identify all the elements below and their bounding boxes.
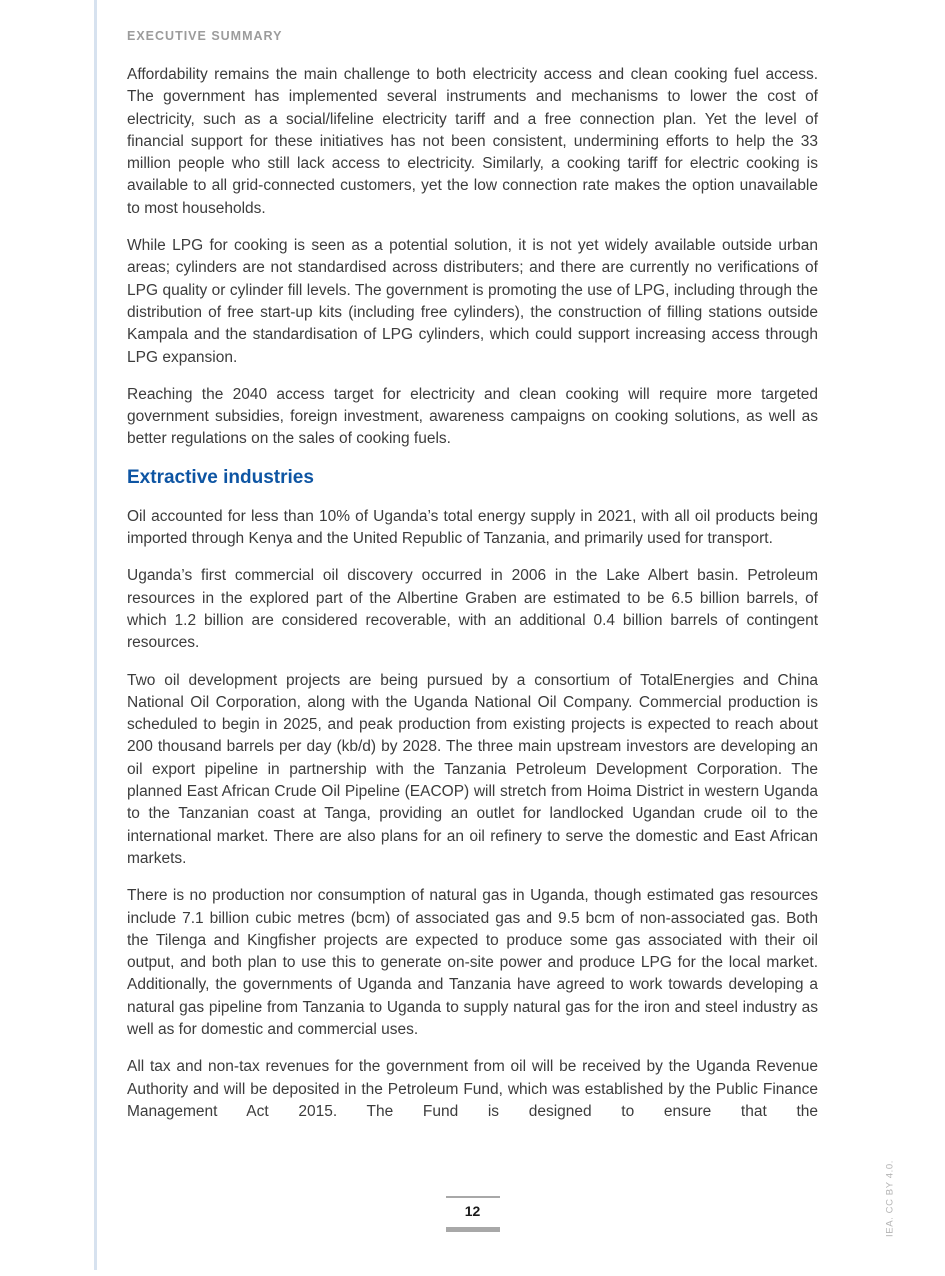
page-number-block [0,1196,945,1232]
page-number-rule-top [446,1196,500,1198]
page-number: 12 [464,1203,481,1219]
paragraph: Affordability remains the main challenge to both electricity access and clean cooking fuel access. The government has implemented several instruments and mechanisms to lower the cost of electricity, such as a social/lifeline electricity tariff and a free connection plan. Yet the level of financial support for these initiatives has not been consistent, undermining efforts to help the 33 million people who still lack access to electricity. Similarly, a cooking tariff for electric cooking is available to all grid-connected customers, yet the low connection rate makes the option unavailable to most households. [127,66,818,217]
paragraph: There is no production nor consumption of natural gas in Uganda, though estimated gas resources include 7.1 billion cubic metres (bcm) of associated gas and 9.5 bcm of non-associated gas. Both the Tilenga and Kingfisher projects are expected to produce some gas associated with their oil output, and both plan to use this to generate on-site power and produce LPG for the local market. Additionally, the governments of Uganda and Tanzania have agreed to work towards developing a natural gas pipeline from Tanzania to Uganda to supply natural gas for the iron and steel industry as well as for domestic and commercial uses. [127,887,818,1038]
page-edge-rule [94,0,97,1270]
text-column [127,29,818,1123]
running-header: EXECUTIVE SUMMARY [127,29,283,43]
paragraph: Reaching the 2040 access target for electricity and clean cooking will require more targeted government subsidies, foreign investment, awareness campaigns on cooking solutions, as well as better regulations on the sales of cooking fuels. [127,385,818,448]
paragraph: Uganda’s first commercial oil discovery occurred in 2006 in the Lake Albert basin. Petroleum resources in the explored part of the Albertine Graben are estimated to be 6.5 billion barrels, of which 1.2 billion are considered recoverable, with an additional 0.4 billion barrels of contingent resources. [127,567,818,652]
page-number-rule-bottom [446,1227,500,1232]
license-note: IEA. CC BY 4.0. [884,1160,896,1237]
section-heading: Extractive industries [127,466,314,488]
paragraph: While LPG for cooking is seen as a potential solution, it is not yet widely available outside urban areas; cylinders are not standardised across distributers; and there are currently no verifications of LPG quality or cylinder fill levels. The government is promoting the use of LPG, including through the distribution of free start-up kits (including free cylinders), the construction of filling stations outside Kampala and the standardisation of LPG cylinders, which could support increasing access through LPG expansion. [127,237,818,366]
paragraph: All tax and non-tax revenues for the government from oil will be received by the Uganda Revenue Authority and will be deposited in the Petroleum Fund, which was established by the Public Finance Management Act 2015. The Fund is designed to ensure that the [127,1058,818,1120]
paragraph: Oil accounted for less than 10% of Uganda’s total energy supply in 2021, with all oil products being imported through Kenya and the United Republic of Tanzania, and primarily used for transport. [127,507,818,548]
paragraph: Two oil development projects are being pursued by a consortium of TotalEnergies and China National Oil Corporation, along with the Uganda National Oil Company. Commercial production is scheduled to begin in 2025, and peak production from existing projects is expected to reach about 200 thousand barrels per day (kb/d) by 2028. The three main upstream investors are developing an oil export pipeline in partnership with the Tanzania Petroleum Development Corporation. The planned East African Crude Oil Pipeline (EACOP) will stretch from Hoima District in western Uganda to the Tanzanian coast at Tanga, providing an outlet for landlocked Ugandan crude oil to the international market. There are also plans for an oil refinery to serve the domestic and East African markets. [127,671,818,867]
